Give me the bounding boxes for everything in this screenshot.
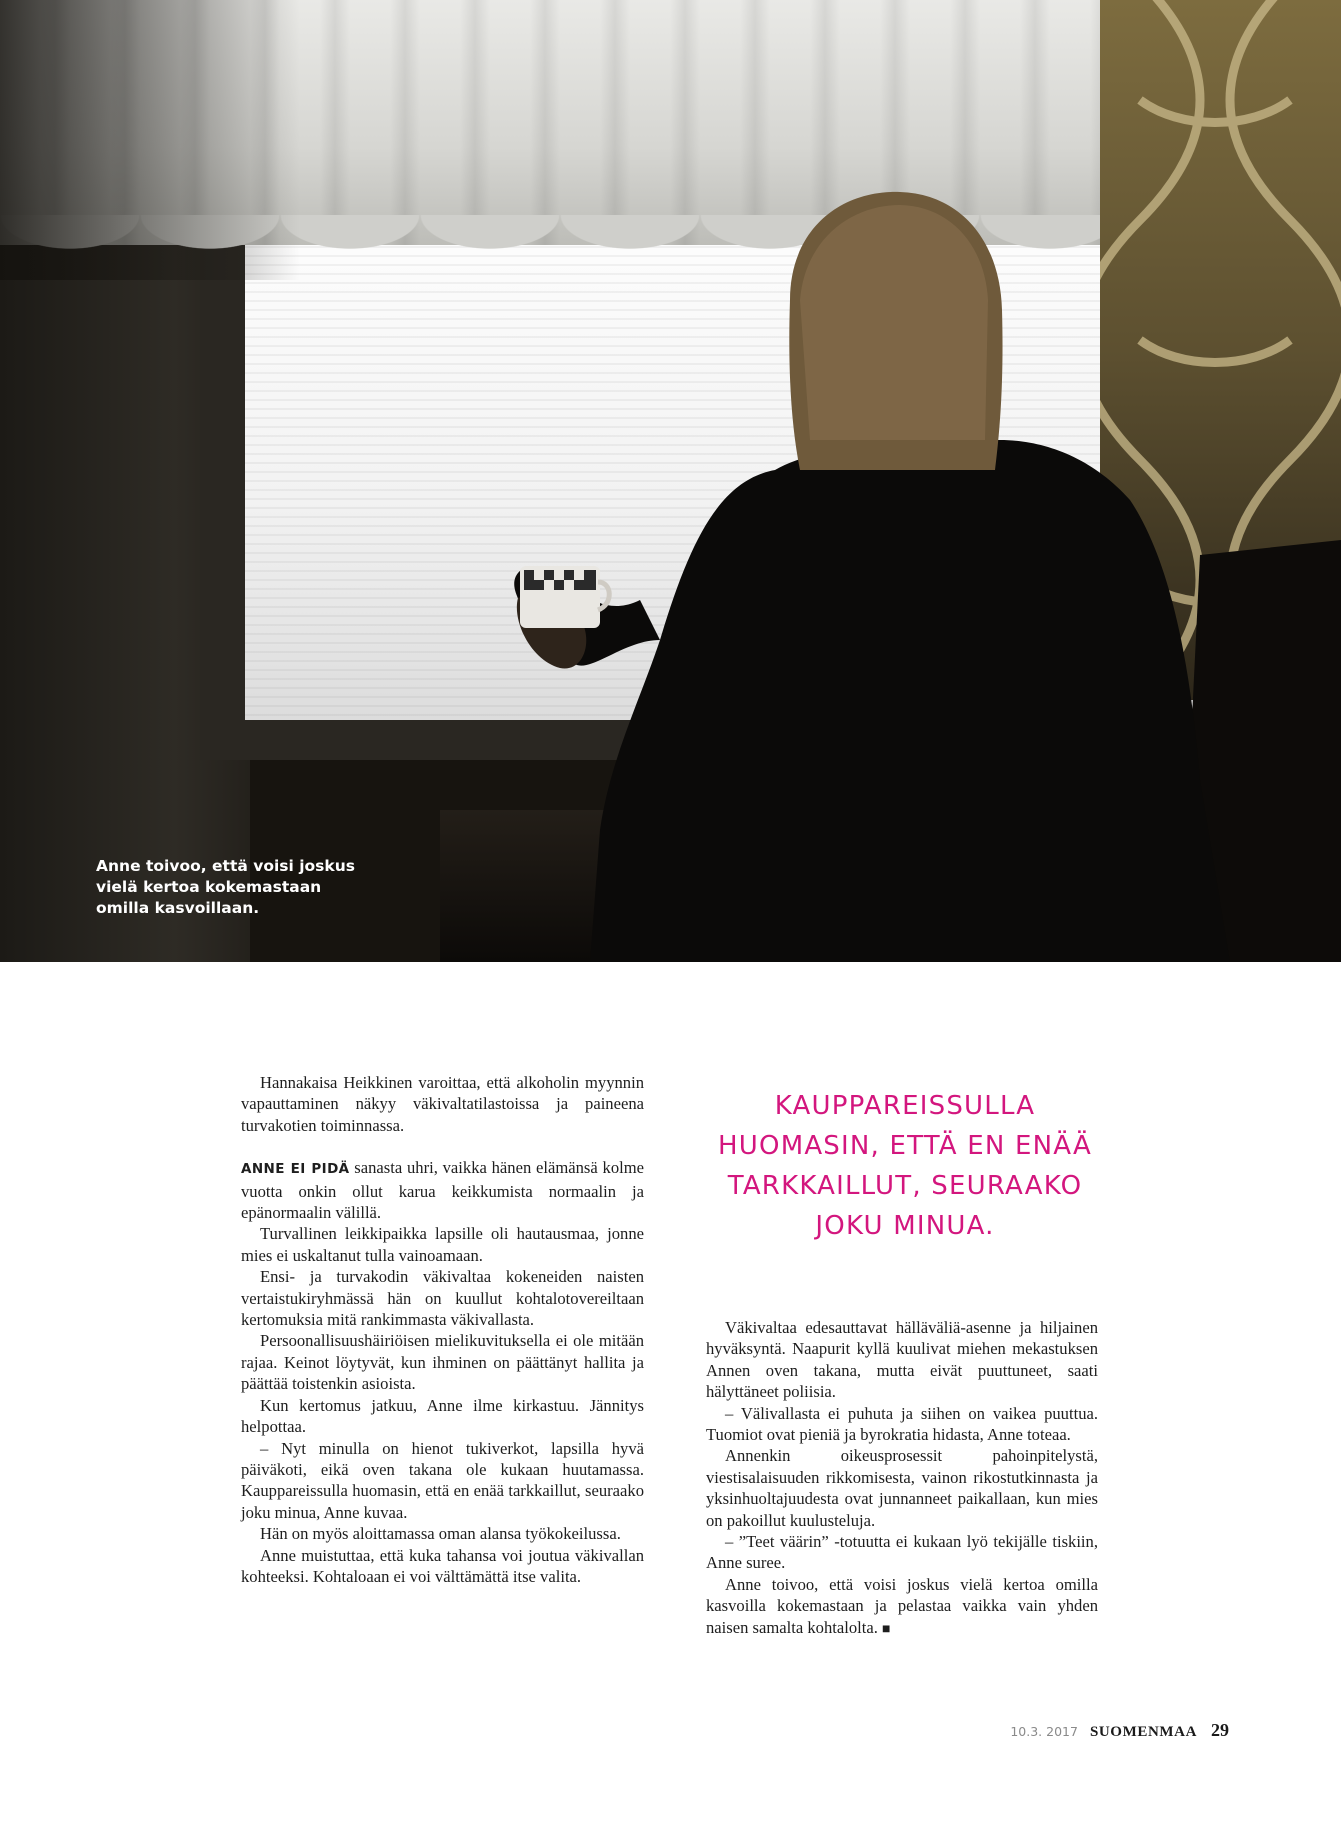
paragraph: Persoonallisuushäiriöisen mielikuvituksella ei ole mitään rajaa. Keinot löytyvät, kun ihminen on päättänyt hallita ja päättää toistenkin asioista. (241, 1331, 644, 1394)
paragraph-text: sanasta uhri, vaikka hänen elämänsä kolme vuotta onkin ollut karua keikkumista normaalin ja epänormaalin välillä. (241, 1158, 644, 1223)
paragraph: – Nyt minulla on hienot tukiverkot, lapsilla hyvä päiväkoti, eikä oven takana ole kukaan huutamassa. Kauppareissulla huomasin, että en enää tarkkaillut, seuraako joku minua, Anne kuvaa. (241, 1438, 644, 1522)
photo-caption: Anne toivoo, että voisi joskus vielä kertoa kokemastaan omilla kasvoillaan. (96, 857, 355, 917)
run-in-heading: ANNE EI PIDÄ (241, 1161, 350, 1178)
paragraph: Turvallinen leikkipaikka lapsille oli hautausmaa, jonne mies ei uskaltanut tulla vainoamaan. (241, 1224, 644, 1265)
paragraph: Väkivaltaa edesauttavat hälläväliä-asenne ja hiljainen hyväksyntä. Naapurit kyllä kuulivat miehen mekastuksen Annen oven takana, mutta eivät puuttuneet, saati hälyttäneet poliisia. (706, 1318, 1098, 1402)
paragraph: – Välivallasta ei puhuta ja siihen on vaikea puuttua. Tuomiot ovat pieniä ja byrokratia hidasta, Anne toteaa. (706, 1403, 1098, 1445)
article-column-right (706, 1317, 1098, 1640)
paragraph: Annenkin oikeusprosessit pahoinpitelystä, viestisalaisuuden rikkomisesta, vainon rikostutkinnasta ja yksinhuoltajuudesta ovat junnanneet paikallaan, kun mies on pakoillut kuulusteluja. (706, 1446, 1098, 1530)
issue-date: 10.3. 2017 (1010, 1724, 1078, 1739)
page-footer (1010, 1720, 1229, 1741)
paragraph: Ensi- ja turvakodin väkivaltaa kokeneiden naisten vertaistukiryhmässä hän on kuullut kohtalotovereiltaan kertomuksia mitä rankimmasta väkivallasta. (241, 1267, 644, 1330)
paragraph: Kun kertomus jatkuu, Anne ilme kirkastuu. Jännitys helpottaa. (241, 1395, 644, 1437)
pull-quote: KAUPPAREISSULLA HUOMASIN, ETTÄ EN ENÄÄ TARKKAILLUT, SEURAAKO JOKU MINUA. (718, 1091, 1092, 1241)
paragraph-last (706, 1574, 1098, 1640)
paragraph: – ”Teet väärin” -totuutta ei kukaan lyö tekijälle tiskiin, Anne suree. (706, 1532, 1098, 1573)
article-column-left (241, 1072, 644, 1587)
end-mark-icon: ■ (882, 1621, 891, 1637)
paragraph: Hannakaisa Heikkinen varoittaa, että alkoholin myynnin vapauttaminen näkyy väkivaltatilastoissa ja paineena turvakotien toiminnassa. (241, 1073, 644, 1135)
magazine-name: SUOMENMAA (1089, 1724, 1197, 1740)
paragraph (241, 1157, 644, 1223)
paragraph: Hän on myös aloittamassa oman alansa työkokeilussa. (260, 1524, 621, 1544)
paragraph-text: Anne toivoo, että voisi joskus vielä kertoa omilla kasvoilla kokemastaan ja pelastaa vaikka vain yhden naisen samalta kohtalolta. (706, 1574, 1098, 1637)
paragraph: Anne muistuttaa, että kuka tahansa voi joutua väkivallan kohteeksi. Kohtaloaan ei voi välttämättä itse valita. (241, 1545, 644, 1586)
page-number: 29 (1211, 1720, 1229, 1740)
